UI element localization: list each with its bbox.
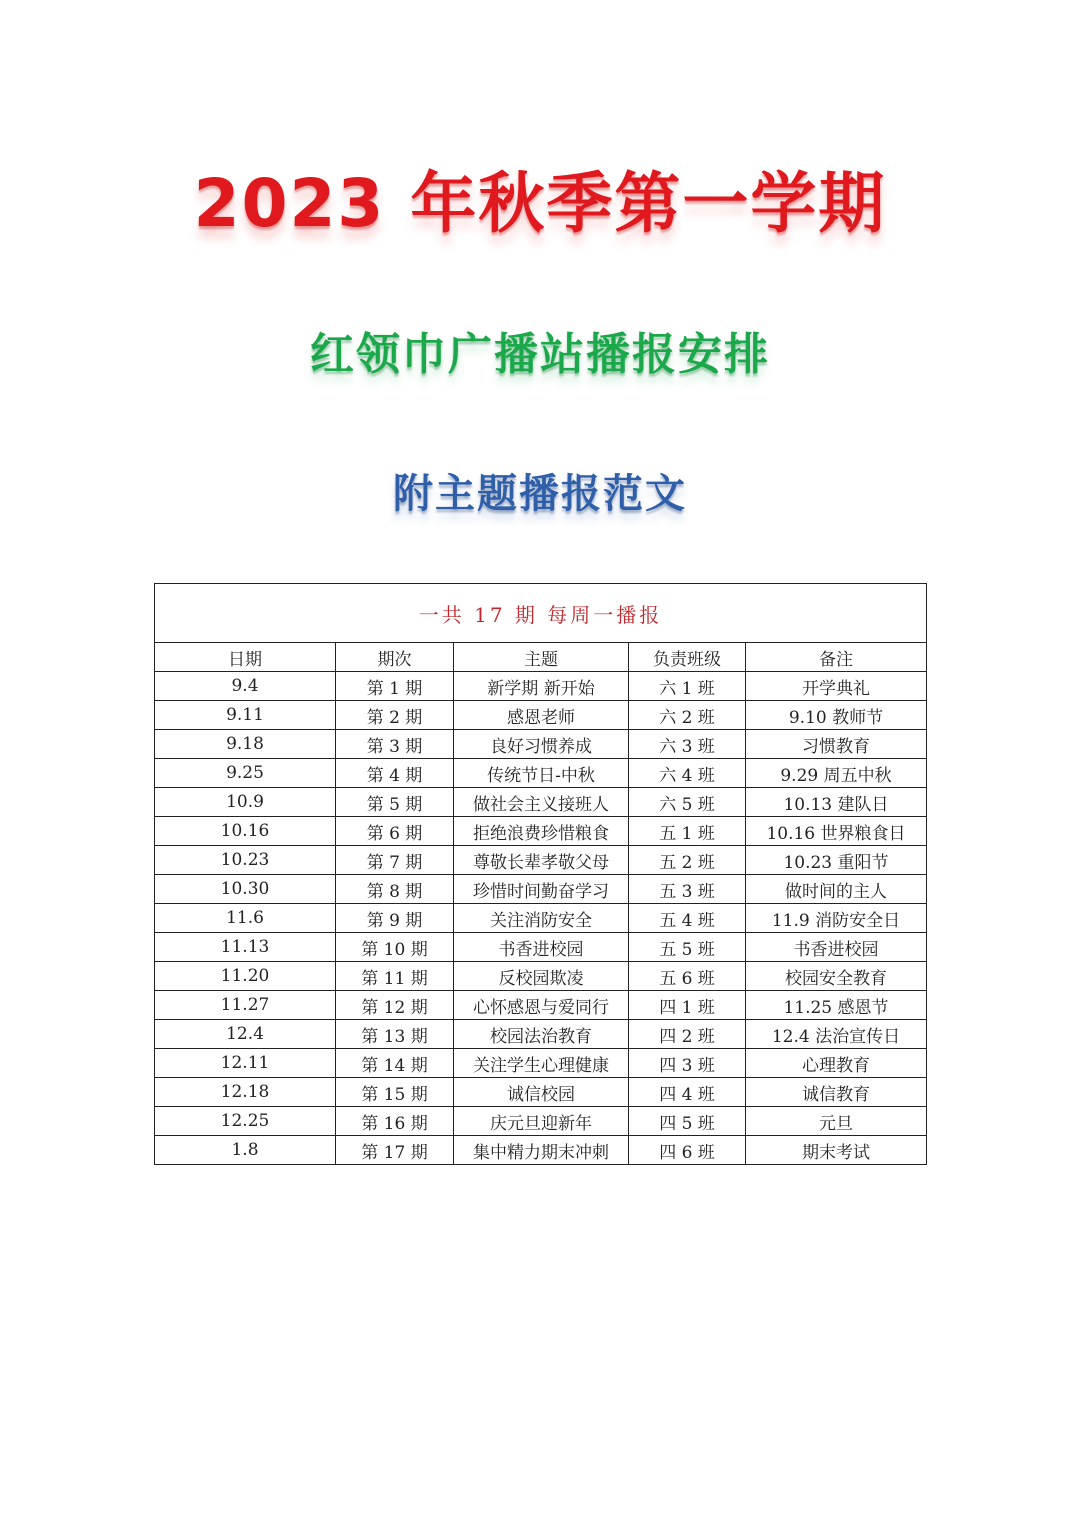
cell-date: 12.25 bbox=[155, 1107, 336, 1136]
cell-issue: 第 7 期 bbox=[336, 846, 454, 875]
cell-issue: 第 5 期 bbox=[336, 788, 454, 817]
table-row bbox=[155, 788, 927, 817]
header-notes: 备注 bbox=[746, 643, 927, 672]
broadcast-schedule-table bbox=[154, 583, 927, 1165]
cell-class: 四 6 班 bbox=[629, 1136, 746, 1165]
cell-notes: 心理教育 bbox=[746, 1049, 927, 1078]
cell-notes: 书香进校园 bbox=[746, 933, 927, 962]
cell-issue: 第 6 期 bbox=[336, 817, 454, 846]
cell-notes: 10.16 世界粮食日 bbox=[746, 817, 927, 846]
cell-topic: 关注消防安全 bbox=[454, 904, 629, 933]
table-row bbox=[155, 701, 927, 730]
cell-topic: 良好习惯养成 bbox=[454, 730, 629, 759]
cell-date: 11.20 bbox=[155, 962, 336, 991]
cell-issue: 第 13 期 bbox=[336, 1020, 454, 1049]
cell-topic: 尊敬长辈孝敬父母 bbox=[454, 846, 629, 875]
cell-date: 12.11 bbox=[155, 1049, 336, 1078]
cell-issue: 第 12 期 bbox=[336, 991, 454, 1020]
cell-date: 9.18 bbox=[155, 730, 336, 759]
cell-date: 9.25 bbox=[155, 759, 336, 788]
cell-notes: 期末考试 bbox=[746, 1136, 927, 1165]
cell-notes: 12.4 法治宣传日 bbox=[746, 1020, 927, 1049]
cell-topic: 诚信校园 bbox=[454, 1078, 629, 1107]
cell-class: 六 1 班 bbox=[629, 672, 746, 701]
main-title: 2023 年秋季第一学期 bbox=[193, 165, 887, 242]
cell-issue: 第 14 期 bbox=[336, 1049, 454, 1078]
cell-date: 12.18 bbox=[155, 1078, 336, 1107]
header-date: 日期 bbox=[155, 643, 336, 672]
cell-notes: 元旦 bbox=[746, 1107, 927, 1136]
cell-notes: 开学典礼 bbox=[746, 672, 927, 701]
cell-notes: 9.10 教师节 bbox=[746, 701, 927, 730]
cell-notes: 习惯教育 bbox=[746, 730, 927, 759]
cell-class: 五 1 班 bbox=[629, 817, 746, 846]
cell-topic: 庆元旦迎新年 bbox=[454, 1107, 629, 1136]
cell-issue: 第 4 期 bbox=[336, 759, 454, 788]
cell-date: 10.16 bbox=[155, 817, 336, 846]
table-row bbox=[155, 1020, 927, 1049]
cell-notes: 校园安全教育 bbox=[746, 962, 927, 991]
header-class: 负责班级 bbox=[629, 643, 746, 672]
cell-class: 四 5 班 bbox=[629, 1107, 746, 1136]
table-row bbox=[155, 991, 927, 1020]
cell-date: 9.4 bbox=[155, 672, 336, 701]
cell-topic: 心怀感恩与爱同行 bbox=[454, 991, 629, 1020]
cell-topic: 书香进校园 bbox=[454, 933, 629, 962]
cell-class: 五 5 班 bbox=[629, 933, 746, 962]
cell-topic: 关注学生心理健康 bbox=[454, 1049, 629, 1078]
cell-notes: 11.9 消防安全日 bbox=[746, 904, 927, 933]
header-topic: 主题 bbox=[454, 643, 629, 672]
table-row bbox=[155, 846, 927, 875]
table-row bbox=[155, 933, 927, 962]
cell-topic: 反校园欺凌 bbox=[454, 962, 629, 991]
cell-topic: 做社会主义接班人 bbox=[454, 788, 629, 817]
table-body bbox=[155, 672, 927, 1165]
cell-notes: 9.29 周五中秋 bbox=[746, 759, 927, 788]
table-row bbox=[155, 1078, 927, 1107]
table-row bbox=[155, 672, 927, 701]
cell-topic: 拒绝浪费珍惜粮食 bbox=[454, 817, 629, 846]
table-caption: 一共 17 期 每周一播报 bbox=[155, 584, 927, 643]
cell-issue: 第 11 期 bbox=[336, 962, 454, 991]
cell-topic: 传统节日-中秋 bbox=[454, 759, 629, 788]
cell-date: 11.27 bbox=[155, 991, 336, 1020]
sub-title: 红领巾广播站播报安排 bbox=[310, 329, 770, 380]
cell-notes: 做时间的主人 bbox=[746, 875, 927, 904]
header-issue: 期次 bbox=[336, 643, 454, 672]
cell-issue: 第 2 期 bbox=[336, 701, 454, 730]
cell-notes: 10.13 建队日 bbox=[746, 788, 927, 817]
cell-issue: 第 17 期 bbox=[336, 1136, 454, 1165]
cell-date: 11.13 bbox=[155, 933, 336, 962]
table-caption-row bbox=[155, 584, 927, 643]
cell-class: 五 3 班 bbox=[629, 875, 746, 904]
table-row bbox=[155, 759, 927, 788]
cell-date: 10.30 bbox=[155, 875, 336, 904]
cell-topic: 校园法治教育 bbox=[454, 1020, 629, 1049]
cell-class: 六 3 班 bbox=[629, 730, 746, 759]
table-row bbox=[155, 875, 927, 904]
cell-class: 五 6 班 bbox=[629, 962, 746, 991]
table-header-row bbox=[155, 643, 927, 672]
cell-issue: 第 16 期 bbox=[336, 1107, 454, 1136]
cell-class: 六 4 班 bbox=[629, 759, 746, 788]
cell-date: 10.9 bbox=[155, 788, 336, 817]
cell-notes: 诚信教育 bbox=[746, 1078, 927, 1107]
cell-topic: 感恩老师 bbox=[454, 701, 629, 730]
cell-issue: 第 1 期 bbox=[336, 672, 454, 701]
cell-class: 四 3 班 bbox=[629, 1049, 746, 1078]
cell-class: 四 4 班 bbox=[629, 1078, 746, 1107]
table-row bbox=[155, 904, 927, 933]
table-row bbox=[155, 962, 927, 991]
cell-date: 11.6 bbox=[155, 904, 336, 933]
table-row bbox=[155, 817, 927, 846]
cell-issue: 第 9 期 bbox=[336, 904, 454, 933]
cell-issue: 第 3 期 bbox=[336, 730, 454, 759]
cell-notes: 10.23 重阳节 bbox=[746, 846, 927, 875]
cell-class: 五 2 班 bbox=[629, 846, 746, 875]
third-title: 附主题播报范文 bbox=[393, 471, 687, 517]
cell-topic: 新学期 新开始 bbox=[454, 672, 629, 701]
cell-class: 四 1 班 bbox=[629, 991, 746, 1020]
cell-issue: 第 15 期 bbox=[336, 1078, 454, 1107]
table-row bbox=[155, 1049, 927, 1078]
cell-class: 六 5 班 bbox=[629, 788, 746, 817]
cell-notes: 11.25 感恩节 bbox=[746, 991, 927, 1020]
cell-issue: 第 10 期 bbox=[336, 933, 454, 962]
cell-date: 9.11 bbox=[155, 701, 336, 730]
table-row bbox=[155, 1136, 927, 1165]
cell-topic: 集中精力期末冲刺 bbox=[454, 1136, 629, 1165]
cell-class: 六 2 班 bbox=[629, 701, 746, 730]
cell-issue: 第 8 期 bbox=[336, 875, 454, 904]
cell-class: 四 2 班 bbox=[629, 1020, 746, 1049]
cell-class: 五 4 班 bbox=[629, 904, 746, 933]
table-row bbox=[155, 1107, 927, 1136]
cell-topic: 珍惜时间勤奋学习 bbox=[454, 875, 629, 904]
cell-date: 1.8 bbox=[155, 1136, 336, 1165]
cell-date: 10.23 bbox=[155, 846, 336, 875]
cell-date: 12.4 bbox=[155, 1020, 336, 1049]
table-row bbox=[155, 730, 927, 759]
